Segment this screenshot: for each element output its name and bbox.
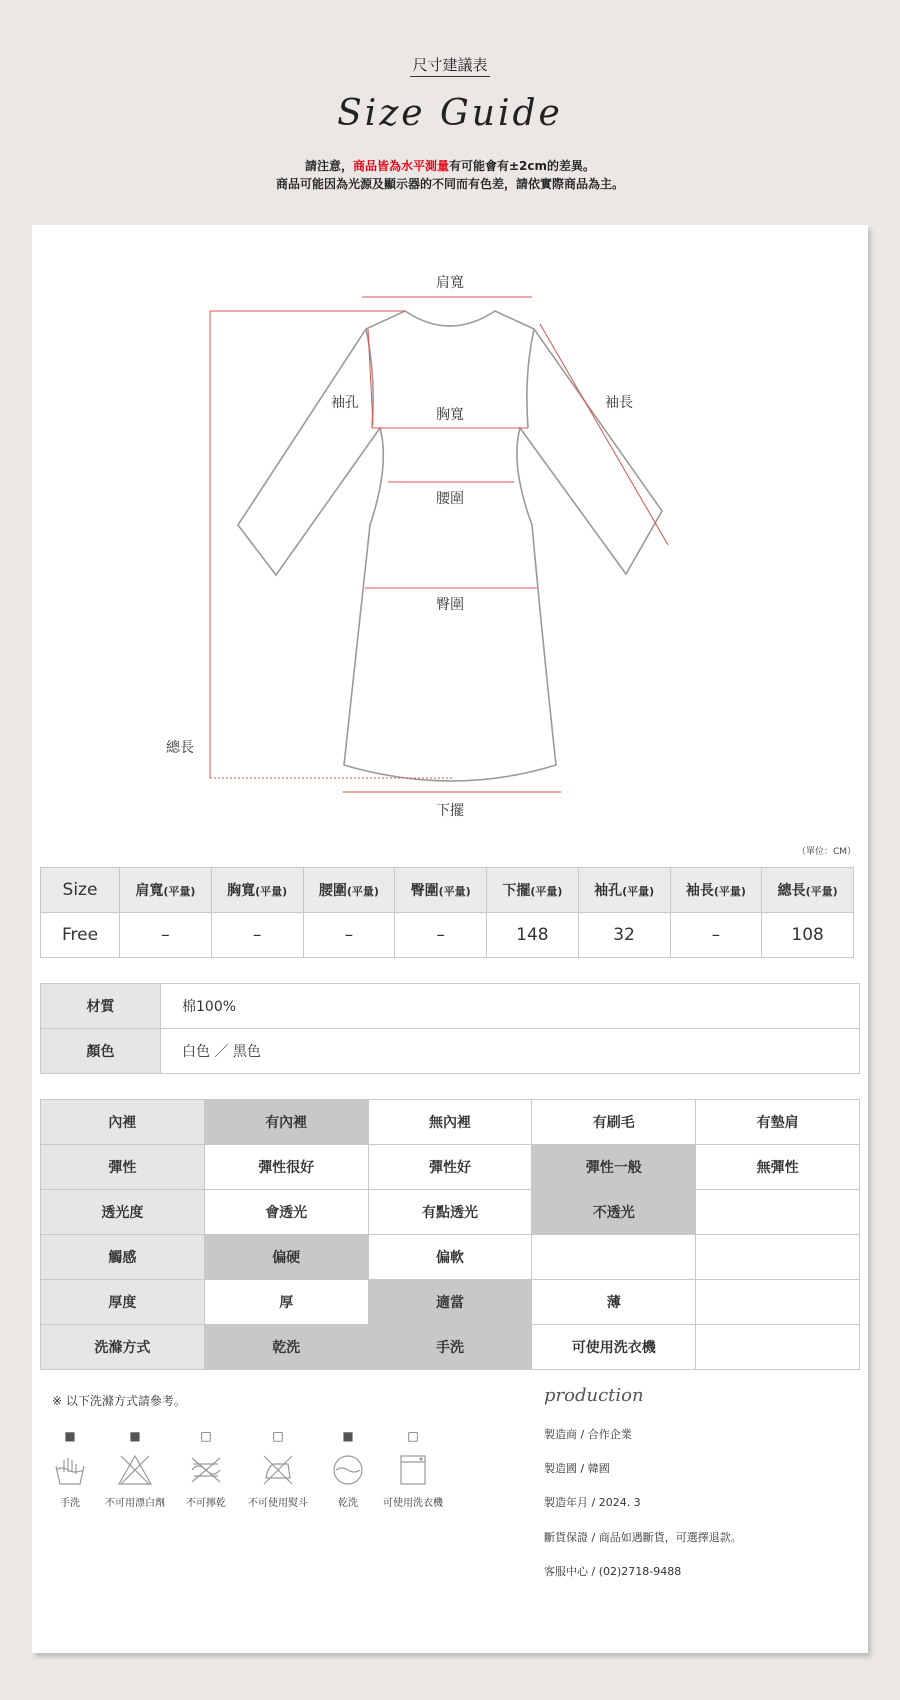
feature-cell (696, 1325, 860, 1370)
feature-label: 洗滌方式 (41, 1325, 205, 1370)
color-note: 商品可能因為光源及顯示器的不同而有色差，請依實際商品為主。 (275, 177, 624, 191)
wash-mark: □ (200, 1429, 212, 1443)
wash-note: ※ 以下洗滌方式請參考。 (52, 1394, 186, 1408)
feature-row (41, 1145, 860, 1190)
wash-mark: ■ (342, 1429, 354, 1443)
feature-label: 彈性 (41, 1145, 205, 1190)
feature-cell: 會透光 (204, 1190, 368, 1235)
size-header-row (41, 868, 854, 913)
dress-diagram (32, 225, 868, 835)
feature-cell (696, 1190, 860, 1235)
feature-cell-selected: 彈性一般 (532, 1145, 696, 1190)
color-label: 顏色 (41, 1029, 161, 1074)
size-table (40, 867, 854, 958)
wash-label: 不可用漂白劑 (105, 1498, 165, 1509)
wash-item (238, 1428, 318, 1509)
feature-cell: 有刷毛 (532, 1100, 696, 1145)
material-value: 棉100% (161, 984, 860, 1029)
feature-cell: 可使用洗衣機 (532, 1325, 696, 1370)
size-header-cell: 總長(平量) (762, 868, 854, 913)
label-sleeve: 袖長 (605, 395, 633, 411)
size-cell: 148 (487, 913, 579, 958)
wash-item (373, 1428, 453, 1509)
hand-wash-icon (52, 1452, 88, 1488)
feature-row (41, 1325, 860, 1370)
feature-row (41, 1190, 860, 1235)
wash-label: 乾洗 (338, 1498, 358, 1509)
size-header-cell: 胸寬(平量) (211, 868, 303, 913)
label-shoulder: 肩寬 (436, 275, 464, 291)
feature-cell: 無彈性 (696, 1145, 860, 1190)
size-header-cell: Size (41, 868, 120, 913)
feature-cell-selected: 偏硬 (204, 1235, 368, 1280)
unit-label: （單位：CM） (796, 847, 856, 857)
feature-row (41, 1235, 860, 1280)
page-title: 尺寸建議表 (0, 54, 900, 75)
size-header-cell: 袖孔(平量) (578, 868, 670, 913)
size-header-cell: 肩寬(平量) (120, 868, 212, 913)
wash-item (95, 1428, 175, 1509)
wash-mark: ■ (129, 1429, 141, 1443)
feature-cell-selected: 有內裡 (204, 1100, 368, 1145)
wash-mark: □ (272, 1429, 284, 1443)
size-header-cell: 臀圍(平量) (395, 868, 487, 913)
label-chest: 胸寬 (436, 407, 464, 423)
feature-cell (696, 1280, 860, 1325)
wash-label: 不可擰乾 (186, 1498, 226, 1509)
production-title: production (544, 1385, 644, 1406)
wash-item (166, 1428, 246, 1509)
size-header-cell: 袖長(平量) (670, 868, 762, 913)
size-cell: 108 (762, 913, 854, 958)
feature-label: 透光度 (41, 1190, 205, 1235)
size-cell: – (670, 913, 762, 958)
size-cell: – (120, 913, 212, 958)
wash-label: 不可使用熨斗 (248, 1498, 308, 1509)
measure-note-highlight: 商品皆為水平測量 (352, 159, 449, 173)
size-card (32, 225, 868, 1653)
dry-clean-icon (330, 1452, 366, 1488)
size-cell: Free (41, 913, 120, 958)
feature-label: 內裡 (41, 1100, 205, 1145)
size-guide-heading: Size Guide (337, 93, 563, 134)
production-line: 製造商 / 合作企業 (544, 1428, 632, 1441)
size-header-cell: 下擺(平量) (487, 868, 579, 913)
no-wring-icon (188, 1452, 224, 1488)
feature-cell-selected: 不透光 (532, 1190, 696, 1235)
feature-label: 厚度 (41, 1280, 205, 1325)
wash-label: 可使用洗衣機 (383, 1498, 443, 1509)
size-cell: – (395, 913, 487, 958)
label-waist: 腰圍 (436, 491, 464, 507)
feature-row (41, 1100, 860, 1145)
production-line: 斷貨保證 / 商品如遇斷貨，可選擇退款。 (544, 1531, 742, 1544)
feature-cell: 有墊肩 (696, 1100, 860, 1145)
material-table (40, 983, 860, 1074)
feature-cell: 薄 (532, 1280, 696, 1325)
feature-cell: 彈性好 (368, 1145, 532, 1190)
no-iron-icon (260, 1452, 296, 1488)
size-header-cell: 腰圍(平量) (303, 868, 395, 913)
feature-cell: 偏軟 (368, 1235, 532, 1280)
material-label: 材質 (41, 984, 161, 1029)
feature-cell (532, 1235, 696, 1280)
wash-mark: ■ (64, 1429, 76, 1443)
size-cell: – (303, 913, 395, 958)
feature-cell-selected: 適當 (368, 1280, 532, 1325)
no-bleach-icon (117, 1452, 153, 1488)
feature-cell: 彈性很好 (204, 1145, 368, 1190)
feature-cell (696, 1235, 860, 1280)
size-data-row (41, 913, 854, 958)
label-length: 總長 (166, 740, 194, 756)
feature-cell: 無內裡 (368, 1100, 532, 1145)
wash-mark: □ (407, 1429, 419, 1443)
feature-cell-selected: 手洗 (368, 1325, 532, 1370)
dress-outline (238, 311, 662, 781)
feature-row (41, 1280, 860, 1325)
washing-machine-icon (395, 1452, 431, 1488)
feature-table (40, 1099, 860, 1370)
label-hem: 下擺 (436, 803, 464, 819)
feature-cell: 有點透光 (368, 1190, 532, 1235)
production-line: 製造國 / 韓國 (544, 1462, 610, 1475)
wash-label: 手洗 (60, 1498, 80, 1509)
feature-cell: 厚 (204, 1280, 368, 1325)
label-armhole: 袖孔 (331, 395, 359, 411)
color-value: 白色 ／ 黑色 (182, 1044, 261, 1060)
feature-cell-selected: 乾洗 (204, 1325, 368, 1370)
measure-note: 請注意，商品皆為水平測量有可能會有±2cm的差異。 (304, 159, 596, 173)
production-line: 客服中心 / (02)2718-9488 (544, 1565, 682, 1578)
feature-label: 觸感 (41, 1235, 205, 1280)
size-cell: – (211, 913, 303, 958)
label-hip: 臀圍 (436, 597, 464, 613)
size-cell: 32 (578, 913, 670, 958)
production-line: 製造年月 / 2024. 3 (544, 1496, 641, 1509)
